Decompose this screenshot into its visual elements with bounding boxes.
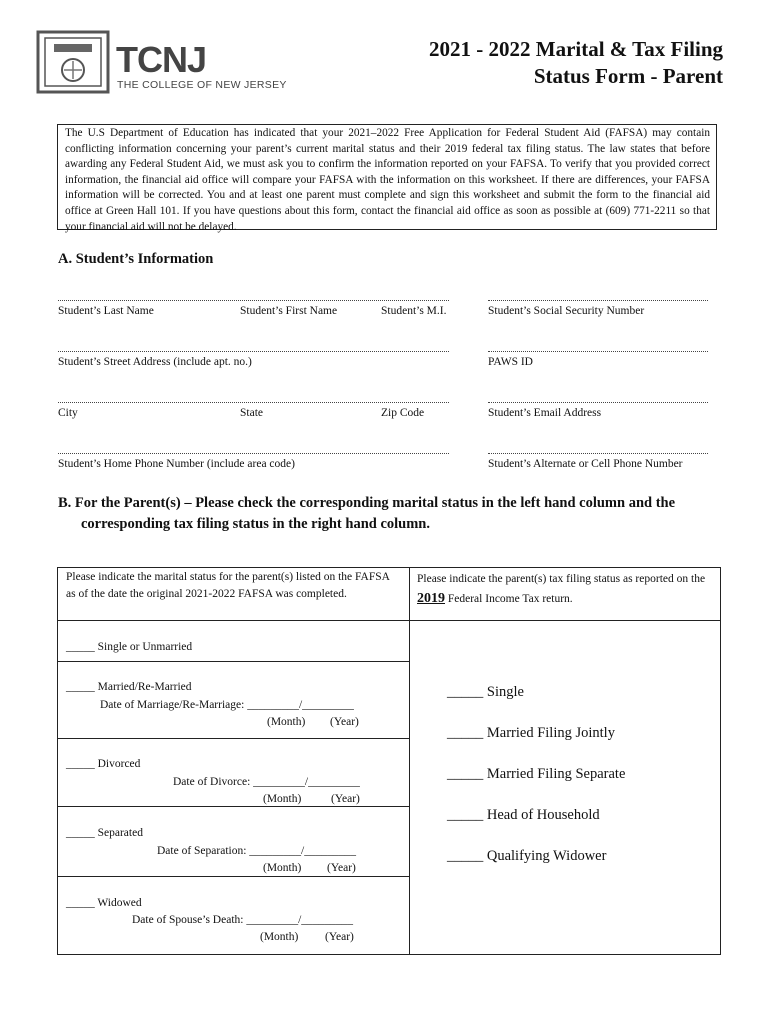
street-line[interactable] xyxy=(58,351,449,352)
tax-column-header xyxy=(417,569,717,609)
alt-phone-line[interactable] xyxy=(488,453,708,454)
city-state-zip-line[interactable] xyxy=(58,402,449,403)
tax-married-jointly-option[interactable]: _____ Married Filing Jointly xyxy=(447,725,615,741)
tax-header-text: Please indicate the parent(s) tax filing status as reported on the xyxy=(417,573,706,585)
ssn-label: Student’s Social Security Number xyxy=(488,305,645,317)
marital-single-option[interactable]: _____ Single or Unmarried xyxy=(66,641,193,653)
title-line-2: Status Form - Parent xyxy=(533,64,723,88)
month-label: (Month) xyxy=(263,862,302,874)
status-table xyxy=(57,567,721,955)
year-label: (Year) xyxy=(330,716,359,728)
tax-year: 2019 xyxy=(417,591,445,606)
street-label: Student’s Street Address (include apt. no.) xyxy=(58,356,252,368)
tax-header-text-end: Federal Income Tax return. xyxy=(445,593,573,605)
separation-date-field[interactable]: Date of Separation: _________/_________ xyxy=(157,845,356,857)
zip-label: Zip Code xyxy=(381,407,425,419)
first-name-label: Student’s First Name xyxy=(240,305,338,317)
year-label: (Year) xyxy=(327,862,356,874)
marital-married-option[interactable]: _____ Married/Re-Married xyxy=(66,681,192,693)
table-column-divider xyxy=(409,567,410,955)
month-label: (Month) xyxy=(260,931,299,943)
home-phone-label: Student’s Home Phone Number (include area code) xyxy=(58,458,295,470)
row-divider-1 xyxy=(57,661,409,662)
marital-column-header: Please indicate the marital status for the parent(s) listed on the FAFSA as of the date the original 2021-2022 FAFSA was completed. xyxy=(66,571,390,600)
mi-label: Student’s M.I. xyxy=(381,305,447,317)
state-label: State xyxy=(240,407,263,419)
marital-widowed-option[interactable]: _____ Widowed xyxy=(66,897,142,909)
section-b-heading-line-2: corresponding tax filing status in the right hand column. xyxy=(81,516,430,532)
marital-separated-option[interactable]: _____ Separated xyxy=(66,827,143,839)
college-full-name: THE COLLEGE OF NEW JERSEY xyxy=(117,79,287,91)
email-label: Student’s Email Address xyxy=(488,407,602,419)
ssn-line[interactable] xyxy=(488,300,708,301)
college-short-name: TCNJ xyxy=(116,39,207,80)
section-b-heading xyxy=(58,493,723,535)
city-label: City xyxy=(58,407,78,419)
marriage-date-field[interactable]: Date of Marriage/Re-Marriage: _________/_________ xyxy=(100,699,354,711)
section-b-heading-line-1: B. For the Parent(s) – Please check the corresponding marital status in the left hand column and the xyxy=(58,495,676,511)
year-label: (Year) xyxy=(331,793,360,805)
divorce-date-field[interactable]: Date of Divorce: _________/_________ xyxy=(173,776,360,788)
name-line[interactable] xyxy=(58,300,449,301)
tax-qualifying-widower-option[interactable]: _____ Qualifying Widower xyxy=(447,848,607,864)
tax-single-option[interactable]: _____ Single xyxy=(447,684,524,700)
section-a-heading: A. Student’s Information xyxy=(58,251,214,267)
row-divider-4 xyxy=(57,876,409,877)
month-label: (Month) xyxy=(263,793,302,805)
tcnj-logo xyxy=(36,30,296,96)
intro-paragraph: The U.S Department of Education has indicated that your 2021–2022 Free Application for Federal Student Aid (FAFSA) may contain conflicting information concerning your parent’s current marital status and their 2019 federal tax filing status. The law states that before awarding any Federal Student Aid, we must ask you to confirm the information reported on your FAFSA. To verify that you provided correct information, the financial aid office will compare your FAFSA with the information on this worksheet. If there are differences, your FAFSA information will be corrected. You and at least one parent must complete and sign this worksheet and submit the form to the financial aid office at Green Hall 101. If you have questions about this form, contact the financial aid office as soon as possible at (609) 771-2211 so that your financial aid will not be delayed. xyxy=(57,124,717,230)
table-header-divider xyxy=(57,620,721,621)
title-line-1: 2021 - 2022 Marital & Tax Filing xyxy=(429,37,723,61)
last-name-label: Student’s Last Name xyxy=(58,305,154,317)
email-line[interactable] xyxy=(488,402,708,403)
month-label: (Month) xyxy=(267,716,306,728)
year-label: (Year) xyxy=(325,931,354,943)
spouse-death-date-field[interactable]: Date of Spouse’s Death: _________/_________ xyxy=(132,914,354,926)
tax-married-separate-option[interactable]: _____ Married Filing Separate xyxy=(447,766,626,782)
page-title xyxy=(429,36,723,90)
paws-line[interactable] xyxy=(488,351,708,352)
paws-label: PAWS ID xyxy=(488,356,533,368)
tax-head-of-household-option[interactable]: _____ Head of Household xyxy=(447,807,600,823)
marital-divorced-option[interactable]: _____ Divorced xyxy=(66,758,141,770)
home-phone-line[interactable] xyxy=(58,453,449,454)
row-divider-2 xyxy=(57,738,409,739)
alt-phone-label: Student’s Alternate or Cell Phone Number xyxy=(488,458,683,470)
